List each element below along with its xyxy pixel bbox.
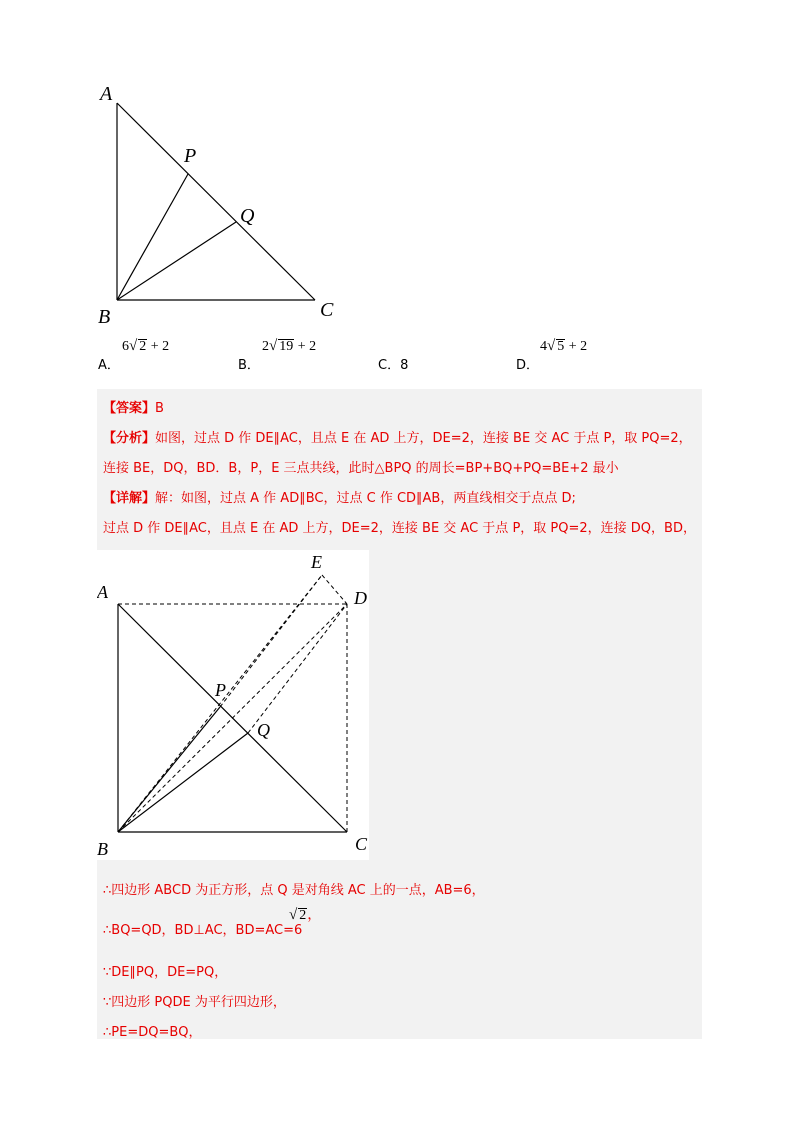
step-2-radicand: 2 <box>299 908 307 923</box>
label-e: E <box>311 552 322 572</box>
radicand: 5 <box>557 339 565 354</box>
label-d: D <box>354 588 367 608</box>
square-diagram <box>97 550 369 860</box>
suffix: + 2 <box>297 339 317 354</box>
triangle-diagram <box>90 78 360 328</box>
detail-text-1: 解：如图，过点 A 作 AD∥BC，过点 C 作 CD∥AB，两直线相交于点点 D; <box>155 491 576 506</box>
label-q: Q <box>240 205 255 227</box>
detail-line-2: 过点 D 作 DE∥AC，且点 E 在 AD 上方，DE=2，连接 BE 交 AC 于点 P，取 PQ=2，连接 DQ，BD， <box>103 521 696 536</box>
step-2-sqrt: √ 2， <box>289 907 322 923</box>
solution-panel <box>97 389 702 1039</box>
choice-a-value: 6√ 2 + 2 <box>122 338 170 354</box>
suffix: + 2 <box>568 339 588 354</box>
choice-letter: C．8 <box>378 358 409 373</box>
triangle-figure <box>90 78 360 328</box>
label-c: C <box>355 834 368 854</box>
choice-d-value: 4√ 5 + 2 <box>540 338 588 354</box>
choice-b <box>238 338 317 373</box>
choice-c <box>378 354 408 373</box>
detail-line-1 <box>103 487 576 506</box>
step-2 <box>103 919 302 938</box>
label-a: A <box>97 582 108 602</box>
coef: 4 <box>540 339 547 354</box>
step-2-end: ， <box>307 908 322 923</box>
step-4: ∵四边形 PQDE 为平行四边形， <box>103 995 286 1010</box>
step-3: ∵DE∥PQ，DE=PQ， <box>103 965 228 980</box>
choice-letter: B． <box>238 358 260 373</box>
step-5: ∴PE=DQ=BQ， <box>103 1025 202 1040</box>
answer-value: B <box>155 401 164 416</box>
label-c: C <box>320 299 334 321</box>
analysis-text-1: 如图，过点 D 作 DE∥AC，且点 E 在 AD 上方，DE=2，连接 BE 交 AC 于点 P，取 PQ=2， <box>155 431 692 446</box>
step-1: ∴四边形 ABCD 为正方形，点 Q 是对角线 AC 上的一点，AB=6， <box>103 883 485 898</box>
radicand: 19 <box>279 339 294 354</box>
label-q: Q <box>257 720 270 740</box>
choice-b-value: 2√ 19 + 2 <box>262 338 317 354</box>
label-b: B <box>98 306 111 328</box>
analysis-line-2: 连接 BE，DQ，BD．B，P，E 三点共线，此时△BPQ 的周长=BP+BQ+PQ=BE+2 最小 <box>103 461 619 476</box>
coef: 6 <box>122 339 129 354</box>
radicand: 2 <box>139 339 147 354</box>
choice-d <box>516 338 588 373</box>
suffix: + 2 <box>150 339 170 354</box>
label-a: A <box>100 83 113 105</box>
analysis-line-1 <box>103 427 692 446</box>
answer-choices <box>98 340 698 380</box>
choice-a <box>98 338 170 373</box>
answer-line <box>103 397 164 416</box>
label-p: P <box>215 680 226 700</box>
choice-letter: A． <box>98 358 120 373</box>
square-figure <box>97 550 369 860</box>
coef: 2 <box>262 339 269 354</box>
step-2-text: ∴BQ=QD，BD⊥AC，BD=AC=6 <box>103 923 303 938</box>
label-p: P <box>184 145 197 167</box>
label-b: B <box>97 839 108 859</box>
answer-tag: 【答案】 <box>103 401 156 416</box>
choice-letter: D． <box>516 358 540 373</box>
detail-tag: 【详解】 <box>103 491 156 506</box>
analysis-tag: 【分析】 <box>103 431 156 446</box>
